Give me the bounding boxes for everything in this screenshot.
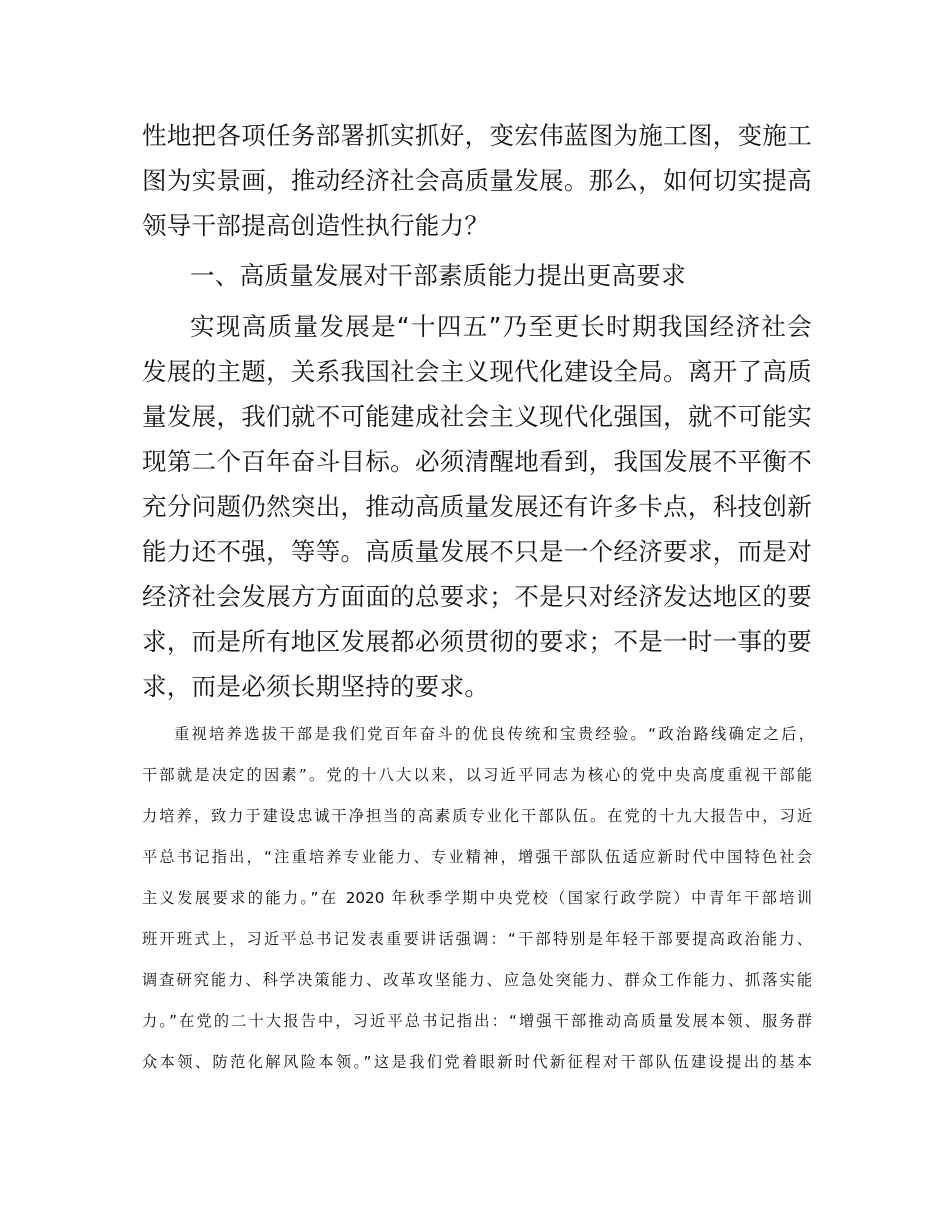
section-line-7: 经济社会发展方方面面的总要求；不是只对经济发达地区的要 bbox=[142, 582, 812, 611]
quote-line-3: 力培养，致力于建设忠诚干净担当的高素质专业化干部队伍。在党的十九大报告中，习近 bbox=[142, 807, 812, 825]
section-line-9: 求，而是必须长期坚持的要求。 bbox=[142, 672, 490, 701]
quote-line-6: 班开班式上，习近平总书记发表重要讲话强调：“干部特别是年轻干部要提高政治能力、 bbox=[142, 930, 812, 948]
section-heading: 一、高质量发展对干部素质能力提出更高要求 bbox=[190, 261, 686, 290]
intro-line-3: 领导干部提高创造性执行能力？ bbox=[142, 211, 490, 240]
quote-line-1: 重视培养选拔干部是我们党百年奋斗的优良传统和宝贵经验。“政治路线确定之后， bbox=[174, 725, 814, 743]
section-line-6: 能力还不强，等等。高质量发展不只是一个经济要求，而是对 bbox=[142, 537, 812, 566]
section-line-8: 求，而是所有地区发展都必须贯彻的要求；不是一时一事的要 bbox=[142, 627, 812, 656]
section-line-5: 充分问题仍然突出，推动高质量发展还有许多卡点，科技创新 bbox=[142, 492, 812, 521]
quote-line-8: 力。”在党的二十大报告中，习近平总书记指出：“增强干部推动高质量发展本领、服务群 bbox=[142, 1012, 812, 1030]
intro-line-1: 性地把各项任务部署抓实抓好，变宏伟蓝图为施工图，变施工 bbox=[142, 121, 812, 150]
section-line-4: 现第二个百年奋斗目标。必须清醒地看到，我国发展不平衡不 bbox=[142, 447, 812, 476]
quote-line-2: 干部就是决定的因素”。党的十八大以来，以习近平同志为核心的党中央高度重视干部能 bbox=[142, 766, 812, 784]
quote-line-5: 主义发展要求的能力。”在 2020 年秋季学期中央党校（国家行政学院）中青年干部培训 bbox=[142, 889, 812, 907]
section-line-1: 实现高质量发展是“十四五”乃至更长时期我国经济社会 bbox=[190, 312, 812, 341]
section-line-3: 量发展，我们就不可能建成社会主义现代化强国，就不可能实 bbox=[142, 402, 812, 431]
quote-line-7: 调查研究能力、科学决策能力、改革攻坚能力、应急处突能力、群众工作能力、抓落实能 bbox=[142, 971, 812, 989]
quote-line-4: 平总书记指出，“注重培养专业能力、专业精神，增强干部队伍适应新时代中国特色社会 bbox=[142, 848, 812, 866]
intro-line-2: 图为实景画，推动经济社会高质量发展。那么，如何切实提高 bbox=[142, 166, 812, 195]
section-line-2: 发展的主题，关系我国社会主义现代化建设全局。离开了高质 bbox=[142, 357, 812, 386]
quote-line-9: 众本领、防范化解风险本领。”这是我们党着眼新时代新征程对干部队伍建设提出的基本 bbox=[142, 1053, 812, 1071]
